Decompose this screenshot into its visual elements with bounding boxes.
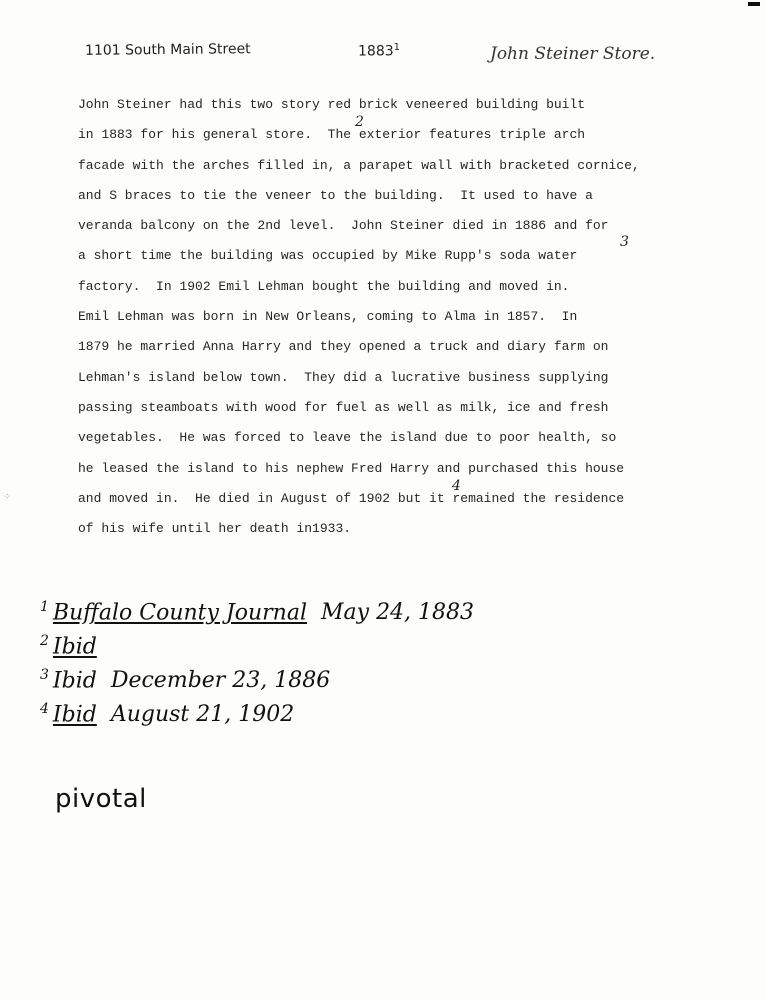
text-line: veranda balcony on the 2nd level. John Steiner died in 1886 and for <box>78 218 609 234</box>
text-line: he leased the island to his nephew Fred Harry and purchased this house <box>78 460 625 476</box>
footnote-item <box>40 658 474 692</box>
footnote-date: May 24, 1883 <box>321 600 475 626</box>
year-value: 1883 <box>358 43 394 60</box>
text-line: 1879 he married Anna Harry and they opened a truck and diary farm on <box>78 339 609 355</box>
typed-description <box>78 96 758 550</box>
footnote-item <box>40 692 474 726</box>
construction-year <box>358 42 400 60</box>
footnote-mark-3: 3 <box>620 234 629 250</box>
footnote-number: 1 <box>40 599 49 615</box>
text-line: Lehman's island below town. They did a lucrative business supplying <box>78 369 609 385</box>
footnote-source: Buffalo County Journal <box>52 600 307 626</box>
footnote-source: Ibid <box>52 634 97 660</box>
footnote-date: December 23, 1886 <box>110 668 331 694</box>
footnote-source: Ibid <box>52 668 97 694</box>
text-line: vegetables. He was forced to leave the island due to poor health, so <box>78 430 617 446</box>
text-line: factory. In 1902 Emil Lehman bought the building and moved in. <box>78 278 570 294</box>
text-line: facade with the arches filled in, a parapet wall with bracketed cornice, <box>78 157 640 173</box>
text-line: a short time the building was occupied by Mike Rupp's soda water <box>78 248 578 264</box>
property-address: 1101 South Main Street <box>84 41 251 59</box>
text-line: John Steiner had this two story red brick veneered building built <box>78 97 586 112</box>
text-line: Emil Lehman was born in New Orleans, coming to Alma in 1857. In <box>78 309 578 325</box>
footnote-mark-4: 4 <box>452 478 461 494</box>
text-line: in 1883 for his general store. The exterior features triple arch <box>78 127 586 143</box>
text-line: passing steamboats with wood for fuel as well as milk, ice and fresh <box>78 399 609 415</box>
text-line: and moved in. He died in August of 1902 but it remained the residence <box>78 490 625 506</box>
footnotes-list <box>40 588 474 726</box>
text-line: of his wife until her death in1933. <box>78 521 352 537</box>
footnote-number: 2 <box>40 633 49 649</box>
footnote-item <box>40 588 474 624</box>
footnote-number: 3 <box>40 667 49 683</box>
classification-note: pivotal <box>55 784 147 814</box>
corner-scan-mark <box>748 2 760 6</box>
footnote-source: Ibid <box>52 702 97 728</box>
footnote-date: August 21, 1902 <box>110 702 295 728</box>
footnote-mark-2: 2 <box>355 114 364 130</box>
scan-speck: ⁘ <box>4 492 11 501</box>
building-title: John Steiner Store. <box>490 44 656 64</box>
text-line: and S braces to tie the veneer to the building. It used to have a <box>78 187 593 203</box>
footnote-number: 4 <box>40 701 49 717</box>
year-footnote-ref: 1 <box>393 42 401 53</box>
footnote-item <box>40 624 474 658</box>
